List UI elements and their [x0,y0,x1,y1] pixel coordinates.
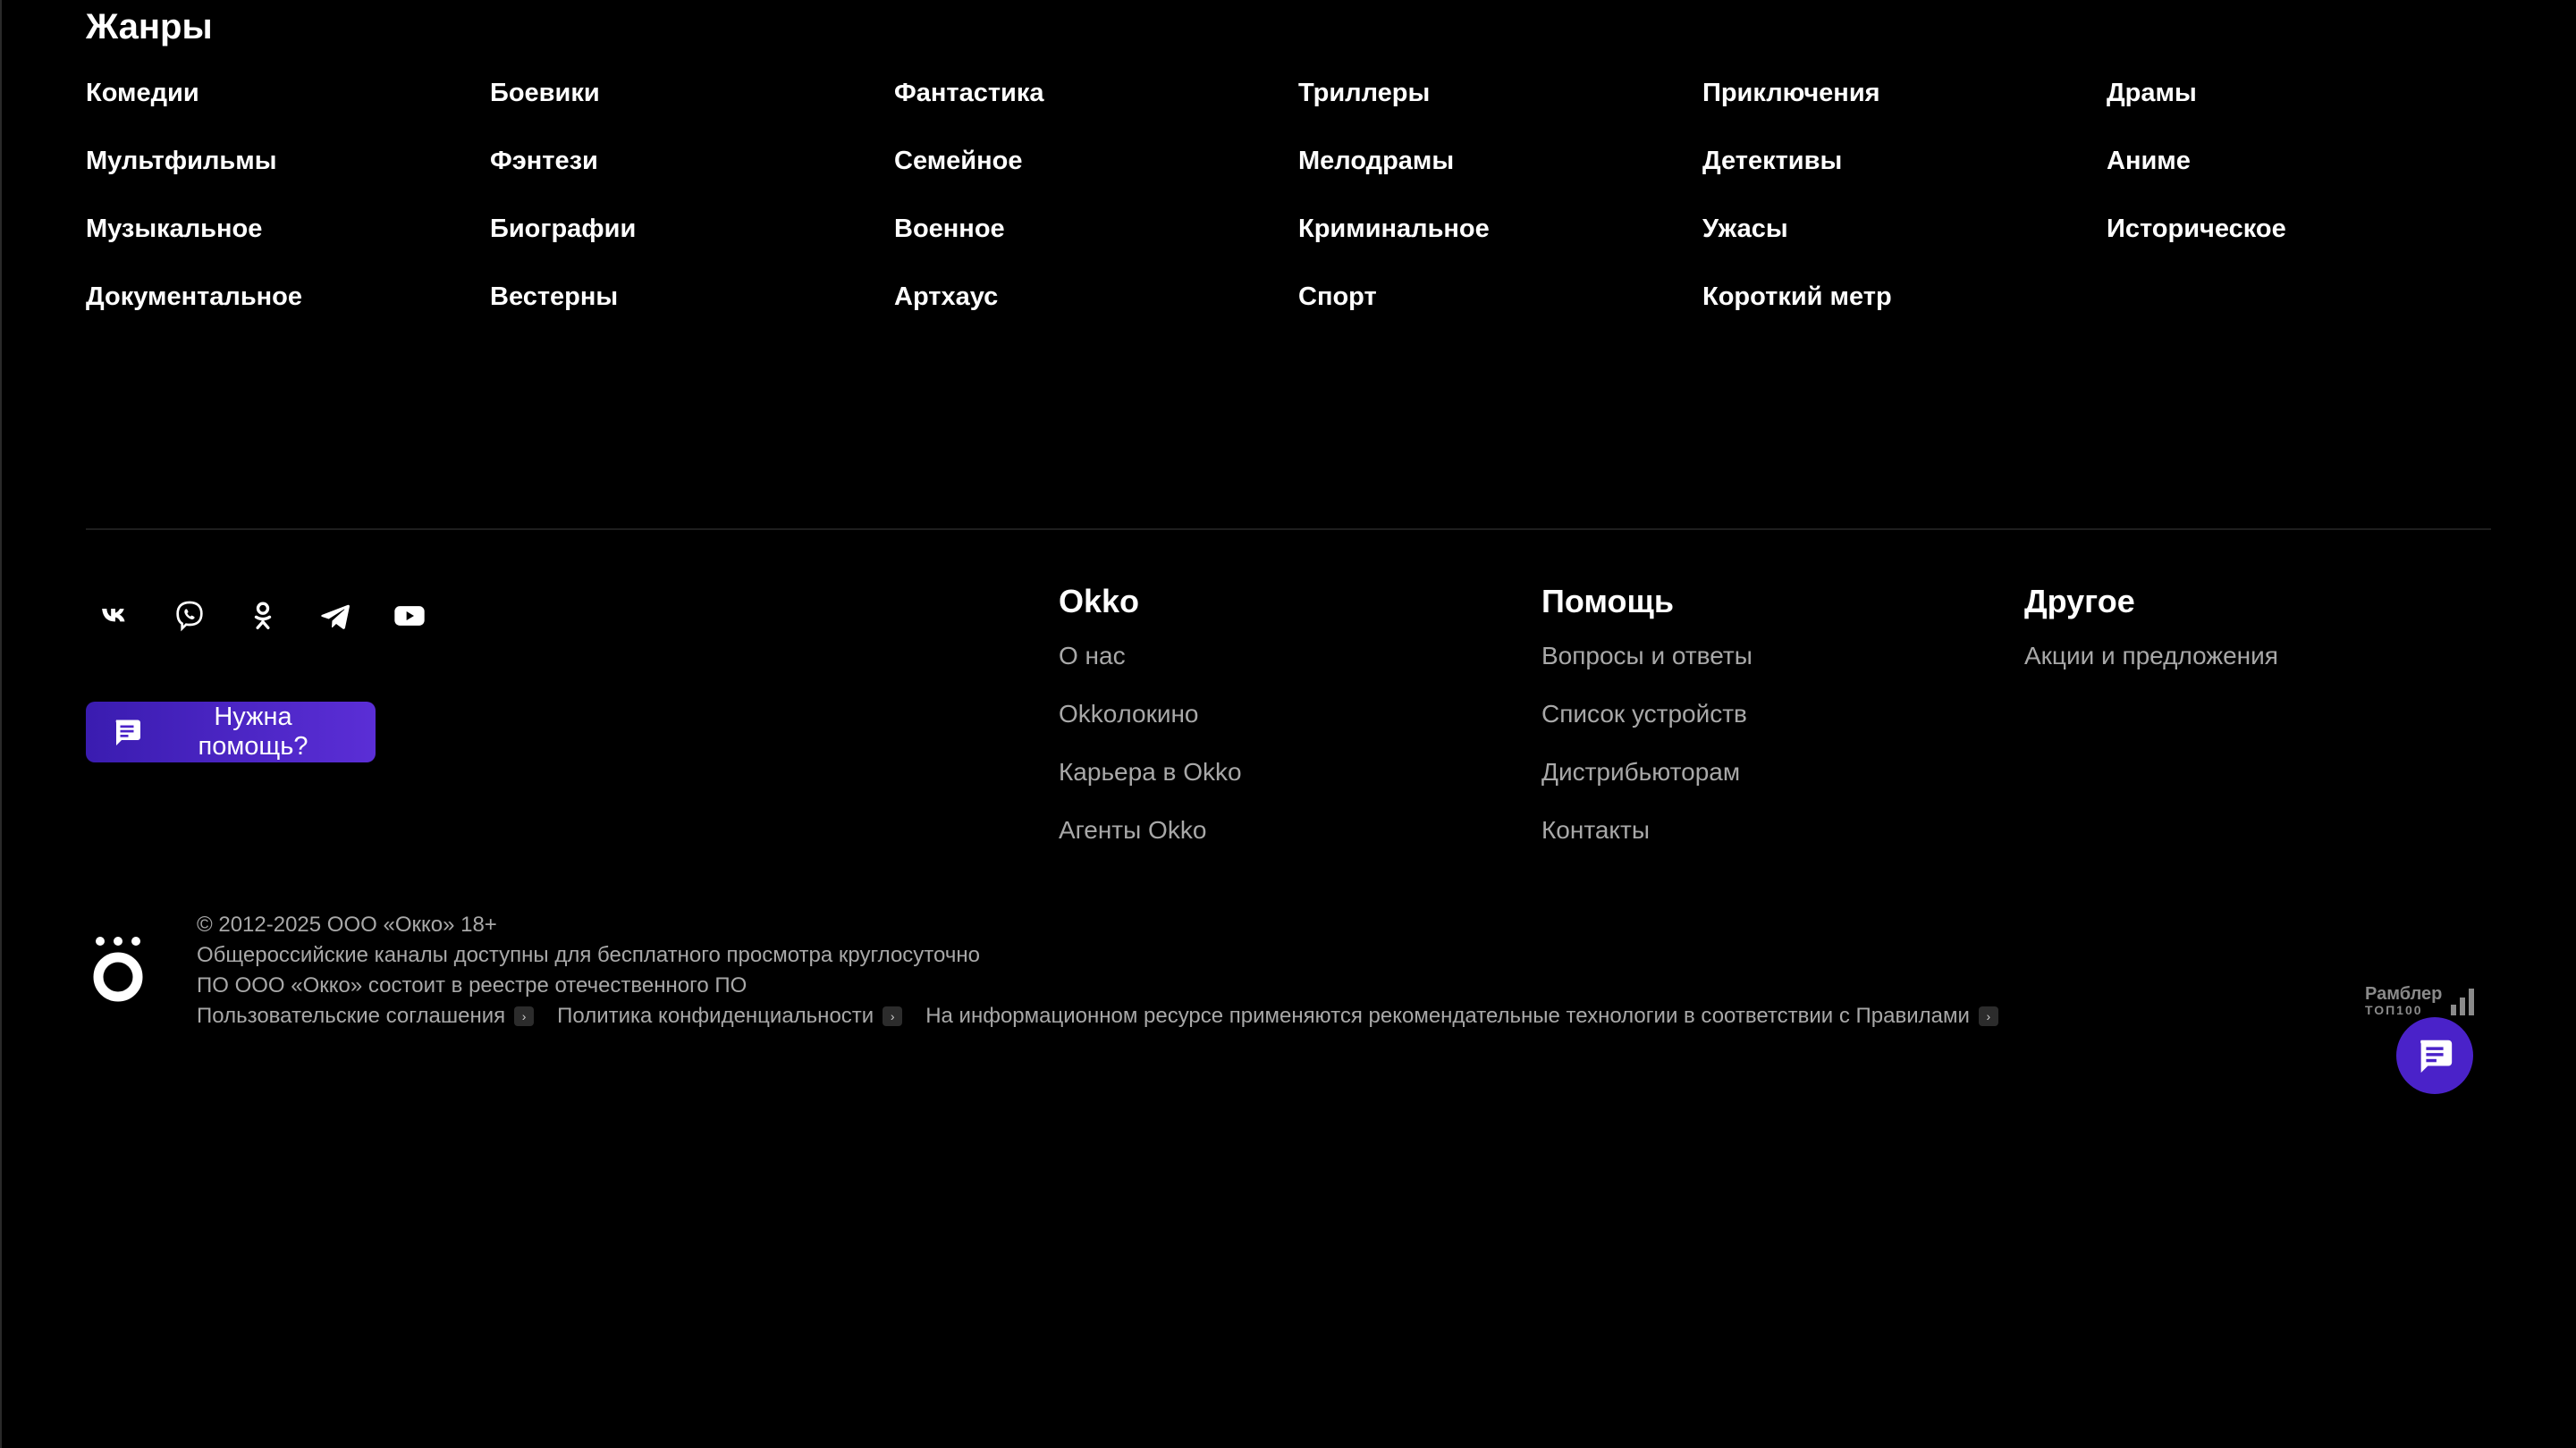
genre-link-anime[interactable]: Аниме [2107,147,2191,175]
genre-link-scifi[interactable]: Фантастика [894,79,1044,107]
footer-column-title: Другое [2024,583,2135,619]
footer-link-devices[interactable]: Список устройств [1541,700,1747,728]
bar-chart-icon [2449,985,2476,1015]
genre-link-horror[interactable]: Ужасы [1702,215,1788,243]
genre-link-sport[interactable]: Спорт [1298,282,1377,311]
genre-link-crime[interactable]: Криминальное [1298,215,1490,243]
telegram-icon[interactable] [315,594,358,637]
footer-link-contacts[interactable]: Контакты [1541,816,1650,844]
genre-link-cartoons[interactable]: Мультфильмы [86,147,277,175]
genre-link-biography[interactable]: Биографии [490,215,637,243]
genre-link-action[interactable]: Боевики [490,79,600,107]
chat-fab-button[interactable] [2396,1017,2473,1094]
okko-logo-icon [89,934,147,1004]
footer-column-okko [1059,583,1242,872]
genres-grid [86,79,2357,350]
rambler-name: Рамблер [2365,984,2443,1004]
youtube-icon[interactable] [388,594,431,637]
genre-link-adventure[interactable]: Приключения [1702,79,1880,107]
genre-link-musical[interactable]: Музыкальное [86,215,263,243]
rambler-top100-badge[interactable] [2365,985,2476,1017]
chevron-right-icon: › [883,1006,902,1026]
privacy-policy-link[interactable] [557,1001,902,1031]
user-agreements-label: Пользовательские соглашения [197,1004,506,1028]
chevron-right-icon: › [1979,1006,1998,1026]
genre-link-melodrama[interactable]: Мелодрамы [1298,147,1455,175]
genre-link-historical[interactable]: Историческое [2107,215,2286,243]
chat-icon [111,716,143,748]
footer-column-title: Помощь [1541,583,1675,619]
footer-column-help [1541,583,1753,872]
footer-link-career[interactable]: Карьера в Okko [1059,758,1242,786]
genre-link-arthouse[interactable]: Артхаус [894,282,999,311]
footer-column-title: Okko [1059,583,1140,619]
viber-icon[interactable] [168,594,211,637]
genre-link-military[interactable]: Военное [894,215,1005,243]
ok-icon[interactable] [241,594,284,637]
genre-link-family[interactable]: Семейное [894,147,1023,175]
user-agreements-link[interactable] [197,1001,534,1031]
need-help-button[interactable] [86,702,376,762]
genres-heading: Жанры [86,7,213,46]
footer-link-agents[interactable]: Агенты Okko [1059,816,1207,844]
genre-link-detective[interactable]: Детективы [1702,147,1843,175]
recommendation-rules-link[interactable] [925,1001,1998,1031]
chat-icon [2414,1035,2455,1076]
genre-link-documentary[interactable]: Документальное [86,282,303,311]
legal-links [197,1001,1998,1031]
channels-text: Общероссийские каналы доступны для бесплатного просмотра круглосуточно [197,943,980,967]
genre-link-thriller[interactable]: Триллеры [1298,79,1431,107]
chevron-right-icon: › [514,1006,534,1026]
genre-link-short[interactable]: Короткий метр [1702,282,1892,311]
genre-link-fantasy[interactable]: Фэнтези [490,147,598,175]
footer-column-other [2024,583,2278,698]
footer-link-about[interactable]: О нас [1059,642,1126,669]
vk-icon[interactable] [95,594,138,637]
footer-link-faq[interactable]: Вопросы и ответы [1541,642,1753,669]
genre-link-comedy[interactable]: Комедии [86,79,199,107]
page-left-border [0,0,2,1448]
copyright-text: © 2012-2025 ООО «Окко» 18+ [197,913,497,937]
recommendation-rules-label: На информационном ресурсе применяются рекомендательные технологии в соответствии с Правилами [925,1004,1970,1028]
footer-link-okkolokino[interactable]: Okkoлокино [1059,700,1199,728]
footer-link-distributors[interactable]: Дистрибьюторам [1541,758,1741,786]
legal-info [197,910,1998,1031]
rambler-sub: ТОП100 [2365,1003,2423,1017]
footer-divider [86,528,2491,530]
registry-text: ПО ООО «Окко» состоит в реестре отечественного ПО [197,973,747,998]
privacy-policy-label: Политика конфиденциальности [557,1004,874,1028]
footer-link-promotions[interactable]: Акции и предложения [2024,642,2278,669]
need-help-label: Нужна помощь? [198,703,308,761]
social-links [95,594,431,637]
genre-link-western[interactable]: Вестерны [490,282,619,311]
genre-link-drama[interactable]: Драмы [2107,79,2197,107]
